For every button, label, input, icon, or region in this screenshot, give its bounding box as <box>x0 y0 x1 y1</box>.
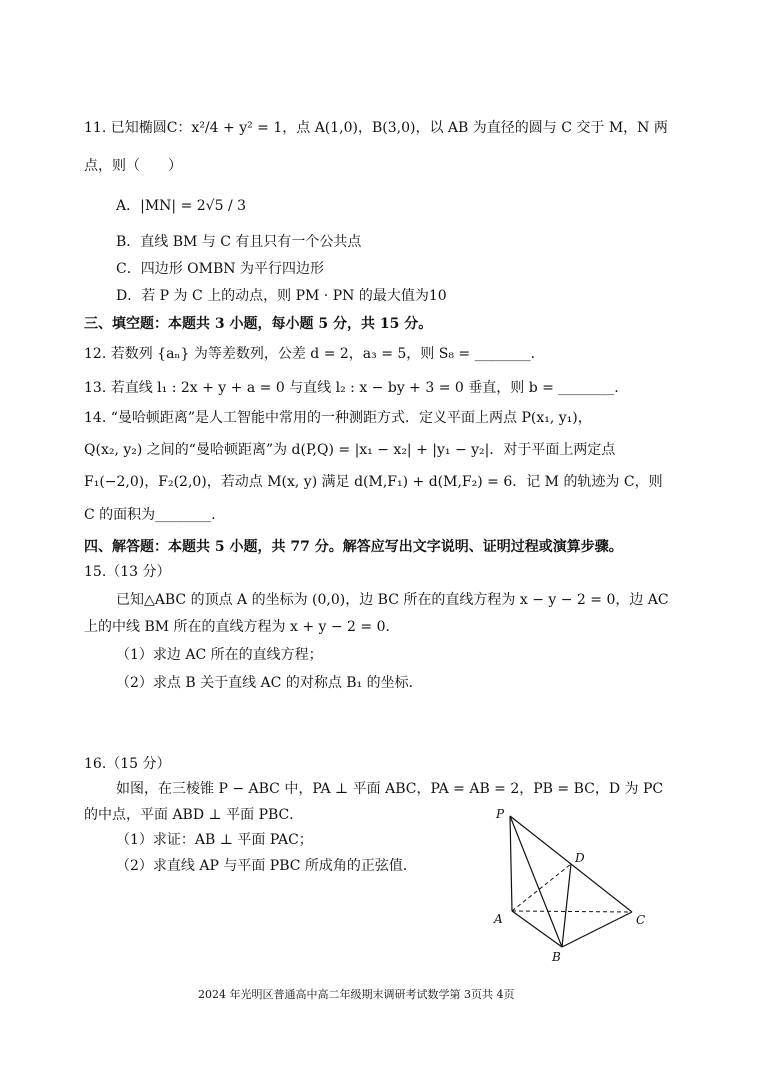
section3-header: 三、填空题：本题共 3 小题，每小题 5 分，共 15 分。 <box>84 316 433 332</box>
q16-line2: 的中点，平面 ABD ⊥ 平面 PBC． <box>84 807 304 823</box>
q16-line1: 如图，在三棱锥 P − ABC 中，PA ⊥ 平面 ABC，PA = AB = 2，PB = BC，D 为 PC <box>116 781 664 797</box>
q15-line2: 上的中线 BM 所在的直线方程为 x + y − 2 = 0． <box>84 619 400 635</box>
edge-pb <box>510 816 562 947</box>
q11-option-b: B．直线 BM 与 C 有且只有一个公共点 <box>116 234 362 250</box>
segment-ad-hidden <box>512 864 571 911</box>
section4-header: 四、解答题：本题共 5 小题，共 77 分。解答应写出文字说明、证明过程或演算步骤。 <box>84 539 623 555</box>
label-c: C <box>636 913 646 927</box>
q15-heading: 15.（13 分） <box>84 564 171 580</box>
segment-bd <box>562 864 571 947</box>
q16-heading: 16.（15 分） <box>84 756 171 772</box>
q14-line1: 14. “曼哈顿距离”是人工智能中常用的一种测距方式．定义平面上两点 P(x₁, y₁)， <box>84 410 592 426</box>
q15-part2: （2）求点 B 关于直线 AC 的对称点 B₁ 的坐标． <box>116 675 423 691</box>
label-d: D <box>575 851 585 865</box>
q11-option-c: C．四边形 OMBN 为平行四边形 <box>116 261 324 277</box>
q11-option-d: D．若 P 为 C 上的动点，则 PM · PN 的最大值为10 <box>116 288 447 304</box>
q14-line3: F₁(−2,0)，F₂(2,0)，若动点 M(x, y) 满足 d(M,F₁) + d(M,F₂) = 6．记 M 的轨迹为 C，则 <box>84 474 663 490</box>
label-b: B <box>552 950 561 964</box>
q15-line1: 已知△ABC 的顶点 A 的坐标为 (0,0)，边 BC 所在的直线方程为 x − y − 2 = 0，边 AC <box>116 592 669 608</box>
q14-line2: Q(x₂, y₂) 之间的“曼哈顿距离”为 d(P,Q) = |x₁ − x₂| + |y₁ − y₂|．对于平面上两定点 <box>84 442 616 458</box>
edge-pa <box>510 816 512 911</box>
edge-bc <box>562 912 632 947</box>
q12-text: 12. 若数列 {aₙ} 为等差数列，公差 d = 2，a₃ = 5，则 S₈ = ________. <box>84 346 536 362</box>
tetrahedron-figure <box>486 804 656 966</box>
q16-part1: （1）求证：AB ⊥ 平面 PAC； <box>116 832 313 848</box>
q14-line4: C 的面积为________. <box>84 507 216 523</box>
q16-part2: （2）求直线 AP 与平面 PBC 所成角的正弦值． <box>116 858 417 874</box>
q11-option-a: A．|MN| = 2√5 / 3 <box>116 198 247 214</box>
label-p: P <box>496 807 505 821</box>
q13-text: 13. 若直线 l₁ : 2x + y + a = 0 与直线 l₂ : x − by + 3 = 0 垂直，则 b = ________. <box>84 380 619 396</box>
q15-part1: （1）求边 AC 所在的直线方程； <box>116 647 323 663</box>
label-a: A <box>494 912 503 926</box>
q11-stem-line2: 点，则（ ） <box>84 158 182 174</box>
edge-ac-hidden <box>512 911 632 912</box>
q11-stem-line1: 11. 已知椭圆C：x²/4 + y² = 1，点 A(1,0)，B(3,0)，以 AB 为直径的圆与 C 交于 M，N 两 <box>84 120 668 136</box>
page-footer: 2024 年光明区普通高中高二年级期末调研考试数学第 3页共 4页 <box>198 988 515 1001</box>
